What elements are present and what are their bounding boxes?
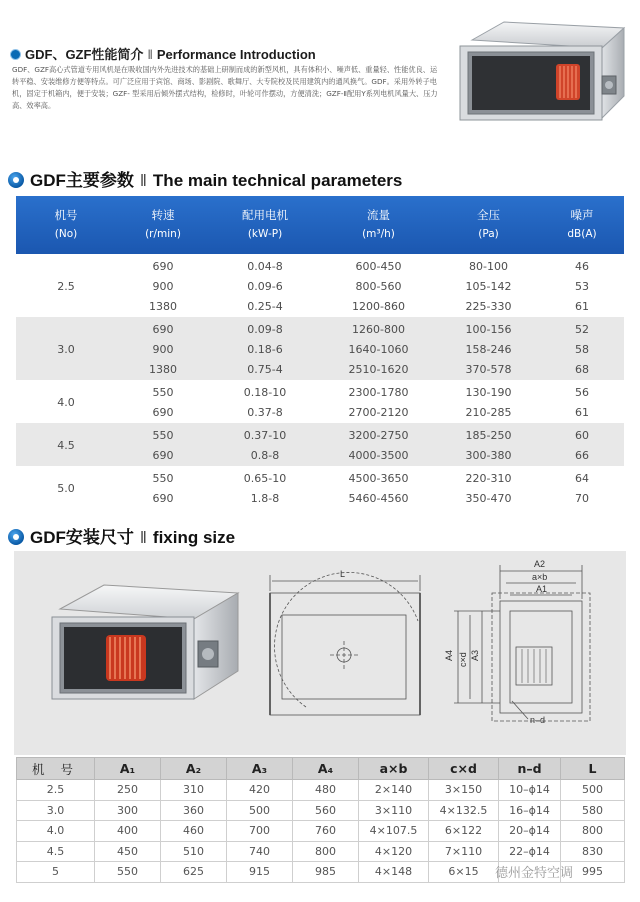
- table-cell: 6×122: [429, 821, 499, 842]
- model-number-cell: 3.0: [16, 317, 116, 380]
- col-header: A₂: [161, 758, 227, 780]
- table-cell: 500: [561, 780, 625, 801]
- header-cn: 机号: [54, 208, 78, 222]
- header-cn: 转速: [151, 208, 175, 222]
- table-cell: 550: [95, 862, 161, 883]
- table-cell: 56: [540, 380, 624, 403]
- table-cell: 2.5: [17, 780, 95, 801]
- table-row: [16, 466, 624, 489]
- table-cell: 800: [293, 841, 359, 862]
- table-cell: 220-310: [437, 466, 540, 489]
- col-header: c×d: [429, 758, 499, 780]
- parameters-header-row: [16, 196, 624, 254]
- table-cell: 830: [561, 841, 625, 862]
- params-title-en: The main technical parameters: [152, 171, 403, 190]
- table-cell: 16–ϕ14: [499, 800, 561, 821]
- table-cell: 80-100: [437, 254, 540, 277]
- model-number-cell: 2.5: [16, 254, 116, 317]
- table-cell: 3×110: [359, 800, 429, 821]
- leader-nd: [512, 701, 528, 719]
- intro-title-cn: GDF、GZF性能简介: [25, 47, 144, 62]
- params-heading: [8, 166, 402, 191]
- table-cell: 350-470: [437, 489, 540, 509]
- section-bullet-icon: [8, 172, 24, 188]
- table-cell: 4500-3650: [320, 466, 437, 489]
- col-header: n–d: [499, 758, 561, 780]
- table-cell: 915: [227, 862, 293, 883]
- watermark: 德州金特空调: [495, 866, 574, 881]
- table-cell: 3200-2750: [320, 423, 437, 446]
- table-cell: 7×110: [429, 841, 499, 862]
- params-title-cn: GDF主要参数: [30, 171, 134, 190]
- table-cell: 625: [161, 862, 227, 883]
- front-view-outline: [500, 601, 582, 713]
- header-unit: (m³/h): [362, 228, 395, 240]
- intro-title-en: Performance Introduction: [156, 47, 316, 62]
- table-cell: 300-380: [437, 446, 540, 466]
- table-cell: 690: [116, 254, 210, 277]
- table-cell: 0.04-8: [210, 254, 320, 277]
- header-cn: 流量: [367, 208, 390, 222]
- table-cell: 66: [540, 446, 624, 466]
- table-cell: 3×150: [429, 780, 499, 801]
- table-cell: 460: [161, 821, 227, 842]
- table-cell: 0.75-4: [210, 360, 320, 380]
- bullet-icon: [10, 49, 21, 60]
- table-cell: 100-156: [437, 317, 540, 340]
- table-cell: 995: [561, 862, 625, 883]
- table-cell: 690: [116, 317, 210, 340]
- table-cell: 22–ϕ14: [499, 841, 561, 862]
- label-A1: A1: [536, 584, 548, 594]
- table-cell: 0.18-6: [210, 340, 320, 360]
- table-cell: 985: [293, 862, 359, 883]
- table-cell: 64: [540, 466, 624, 489]
- label-A4: A4: [444, 649, 454, 661]
- table-cell: 4×120: [359, 841, 429, 862]
- table-cell: 690: [116, 403, 210, 423]
- table-cell: 0.37-10: [210, 423, 320, 446]
- table-cell: 2300-1780: [320, 380, 437, 403]
- parameters-table: [16, 196, 624, 509]
- model-number-cell: 5.0: [16, 466, 116, 509]
- col-header: [320, 196, 437, 254]
- table-cell: 420: [227, 780, 293, 801]
- table-cell: 130-190: [437, 380, 540, 403]
- col-header: 机 号: [17, 758, 95, 780]
- table-cell: 800-560: [320, 277, 437, 297]
- table-cell: 360: [161, 800, 227, 821]
- header-unit: (Pa): [478, 228, 499, 240]
- table-cell: 550: [116, 466, 210, 489]
- side-view-outline: [270, 593, 420, 715]
- drawing-panel: [14, 551, 626, 755]
- table-cell: 580: [561, 800, 625, 821]
- col-header: A₁: [95, 758, 161, 780]
- label-A2: A2: [534, 559, 546, 569]
- intro-heading: [10, 44, 316, 63]
- col-header: [437, 196, 540, 254]
- table-cell: 560: [293, 800, 359, 821]
- label-A3: A3: [470, 649, 480, 661]
- table-cell: 6×15: [429, 862, 499, 883]
- table-cell: 4.0: [17, 821, 95, 842]
- fixing-title-en: fixing size: [152, 528, 236, 547]
- table-cell: 60: [540, 423, 624, 446]
- table-row: [17, 800, 625, 821]
- header-unit: (kW-P): [247, 228, 283, 240]
- col-header: [540, 196, 624, 254]
- table-cell: 58: [540, 340, 624, 360]
- fixing-title-cn: GDF安装尺寸: [30, 528, 134, 547]
- table-cell: 310: [161, 780, 227, 801]
- dimension-drawing: [14, 551, 626, 755]
- table-cell: 52: [540, 317, 624, 340]
- table-cell: 900: [116, 340, 210, 360]
- model-number-cell: 4.0: [16, 380, 116, 423]
- table-cell: 690: [116, 489, 210, 509]
- section-bullet-icon: [8, 529, 24, 545]
- table-cell: 1.8-8: [210, 489, 320, 509]
- parameters-body: [16, 254, 624, 509]
- table-cell: 900: [116, 277, 210, 297]
- fixing-heading: [8, 523, 235, 548]
- table-cell: 600-450: [320, 254, 437, 277]
- table-cell: 690: [116, 446, 210, 466]
- table-cell: 700: [227, 821, 293, 842]
- table-cell: 20–ϕ14: [499, 821, 561, 842]
- table-cell: 0.37-8: [210, 403, 320, 423]
- table-cell: 0.09-6: [210, 277, 320, 297]
- table-cell: 400: [95, 821, 161, 842]
- table-cell: 2510-1620: [320, 360, 437, 380]
- table-cell: 0.25-4: [210, 297, 320, 317]
- col-header: [210, 196, 320, 254]
- table-cell: 0.65-10: [210, 466, 320, 489]
- table-cell: 158-246: [437, 340, 540, 360]
- table-cell: 450: [95, 841, 161, 862]
- table-cell: 1260-800: [320, 317, 437, 340]
- table-cell: 2×140: [359, 780, 429, 801]
- table-cell: 4×107.5: [359, 821, 429, 842]
- col-header: A₄: [293, 758, 359, 780]
- table-cell: 4000-3500: [320, 446, 437, 466]
- table-row: [17, 821, 625, 842]
- col-header: L: [561, 758, 625, 780]
- table-row: [17, 841, 625, 862]
- label-axb: a×b: [532, 572, 548, 582]
- header-unit: dB(A): [567, 228, 597, 240]
- intro-text: GDF、GZF高心式管道专用风机是在吸收国内外先进技术的基础上研制而成的新型风机，具有体积小、噪声低、重量轻、性能优良、运转平稳、安装维修方便等特点。可广泛应用于宾馆、商场、影剧院、歌舞厅、大专院校及民用建筑内的通风换气。GDF。采用外转子电机，固定于机箱内，便于安装；GZF- 型采用后倾外摆式结构，检修时，叶轮可作摆动，方便清洗；GZF-Ⅱ配用Y系列电机风量大、压力高、效率高。: [12, 65, 438, 110]
- label-nd: n–d: [530, 715, 546, 725]
- table-cell: 4×148: [359, 862, 429, 883]
- title-separator: ‖: [139, 171, 147, 190]
- table-cell: 1640-1060: [320, 340, 437, 360]
- table-cell: 5460-4560: [320, 489, 437, 509]
- table-cell: 300: [95, 800, 161, 821]
- table-cell: 250: [95, 780, 161, 801]
- table-cell: 68: [540, 360, 624, 380]
- table-cell: 185-250: [437, 423, 540, 446]
- label-cxd: c×d: [458, 652, 468, 667]
- table-cell: 4.5: [17, 841, 95, 862]
- model-number-cell: 4.5: [16, 423, 116, 466]
- table-row: [16, 254, 624, 277]
- table-cell: 550: [116, 423, 210, 446]
- label-L: L: [340, 569, 346, 579]
- header-unit: (r/min): [145, 228, 181, 240]
- table-cell: 370-578: [437, 360, 540, 380]
- table-cell: 210-285: [437, 403, 540, 423]
- table-row: [16, 380, 624, 403]
- table-cell: 800: [561, 821, 625, 842]
- table-cell: 760: [293, 821, 359, 842]
- table-cell: 1200-860: [320, 297, 437, 317]
- table-cell: 0.18-10: [210, 380, 320, 403]
- col-header: A₃: [227, 758, 293, 780]
- table-cell: 0.8-8: [210, 446, 320, 466]
- table-cell: 4×132.5: [429, 800, 499, 821]
- header-cn: 噪声: [570, 208, 594, 222]
- table-cell: 61: [540, 403, 624, 423]
- table-cell: 1380: [116, 360, 210, 380]
- table-row: [17, 780, 625, 801]
- table-cell: 105-142: [437, 277, 540, 297]
- table-cell: 70: [540, 489, 624, 509]
- table-cell: 550: [116, 380, 210, 403]
- col-header: [116, 196, 210, 254]
- table-cell: 61: [540, 297, 624, 317]
- table-cell: 500: [227, 800, 293, 821]
- table-cell: 53: [540, 277, 624, 297]
- table-cell: 3.0: [17, 800, 95, 821]
- table-row: [16, 423, 624, 446]
- col-header: [16, 196, 116, 254]
- table-cell: 510: [161, 841, 227, 862]
- table-cell: 1380: [116, 297, 210, 317]
- fan-box-photo-icon: [452, 18, 632, 128]
- header-cn: 全压: [477, 208, 500, 222]
- col-header: a×b: [359, 758, 429, 780]
- title-separator: ‖: [139, 528, 147, 547]
- header-cn: 配用电机: [242, 208, 288, 222]
- table-cell: 5: [17, 862, 95, 883]
- table-cell: 2700-2120: [320, 403, 437, 423]
- table-cell: 740: [227, 841, 293, 862]
- title-separator: ‖: [147, 47, 153, 62]
- table-cell: 46: [540, 254, 624, 277]
- table-row: [16, 317, 624, 340]
- table-cell: 480: [293, 780, 359, 801]
- header-unit: (No): [54, 228, 78, 240]
- table-cell: 225-330: [437, 297, 540, 317]
- dimensions-header-row: [17, 758, 625, 780]
- table-cell: 0.09-8: [210, 317, 320, 340]
- table-cell: 10–ϕ14: [499, 780, 561, 801]
